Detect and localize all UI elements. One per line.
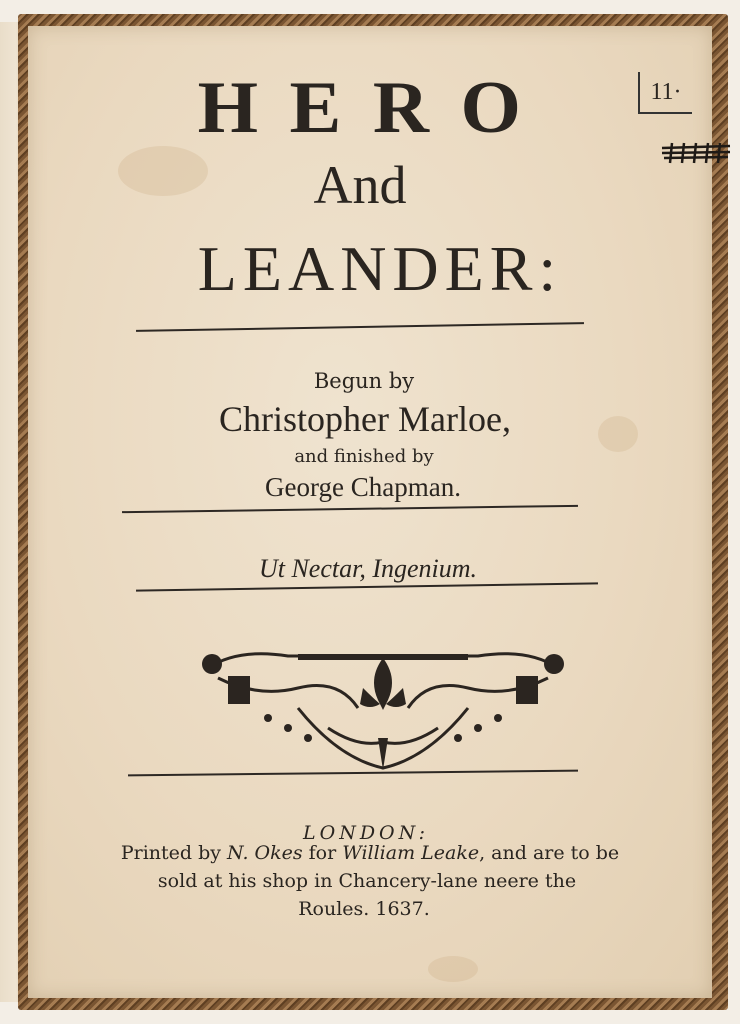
divider-rule — [136, 322, 584, 332]
imprint-to-be: , and are to be — [479, 842, 620, 864]
foxing-stain — [428, 956, 478, 982]
title-page — [28, 26, 712, 998]
finished-by-text: and finished by — [294, 446, 434, 467]
fleur-de-lis-ornament-icon — [198, 638, 568, 778]
imprint-printer: N. Okes — [227, 842, 303, 864]
second-author: George Chapman. — [265, 472, 461, 502]
motto: Ut Nectar, Ingenium. — [258, 554, 478, 583]
title-leander: LEANDER: — [197, 233, 563, 304]
imprint-city: LONDON: — [303, 822, 429, 844]
imprint-bookseller: William Leake — [342, 842, 480, 864]
first-author: Christopher Marloe, — [219, 399, 511, 439]
divider-rule — [122, 505, 578, 513]
title-and: And — [313, 155, 407, 215]
title-hero: HERO — [197, 67, 553, 149]
imprint-line-3: Roules. 1637. — [298, 898, 430, 920]
imprint-for: for — [302, 842, 343, 864]
imprint-line-1 — [28, 842, 712, 864]
imprint-printed-by: Printed by — [120, 842, 228, 864]
shelfmark-note: 11· — [638, 72, 692, 114]
imprint-line-2: sold at his shop in Chancery-lane neere the — [157, 870, 577, 892]
begun-by-text: Begun by — [313, 369, 415, 393]
